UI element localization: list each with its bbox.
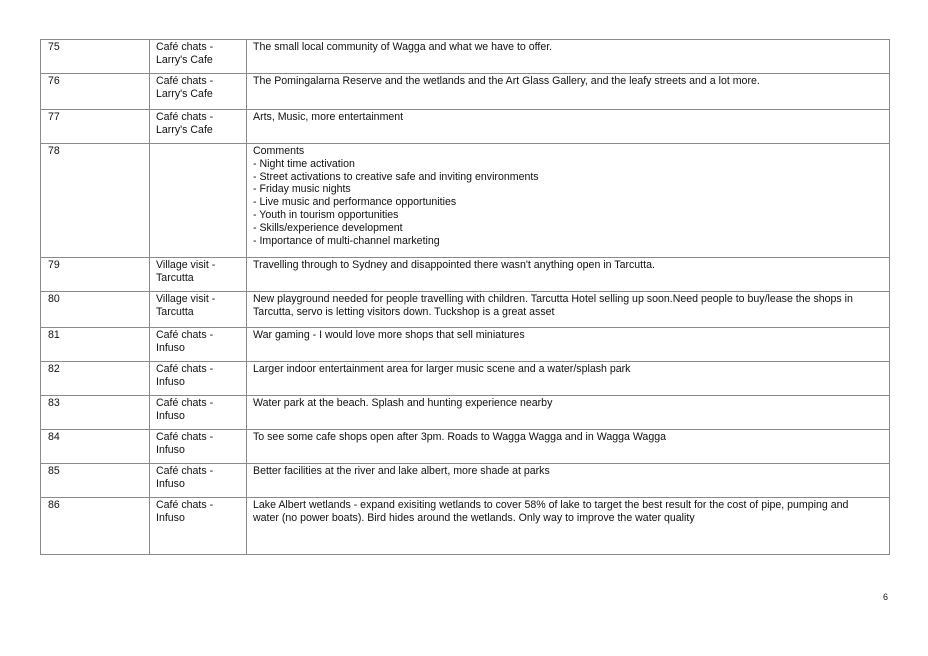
source-cell: Café chats - Infuso bbox=[150, 464, 247, 498]
comment-cell bbox=[247, 40, 890, 74]
source-cell: Café chats - Larry's Cafe bbox=[150, 40, 247, 74]
source-cell: Café chats - Infuso bbox=[150, 362, 247, 396]
row-number-cell: 85 bbox=[41, 464, 150, 498]
comment-cell bbox=[247, 328, 890, 362]
comment-line: - Street activations to creative safe and inviting environments bbox=[253, 170, 539, 183]
comment-line: To see some cafe shops open after 3pm. Roads to Wagga Wagga and in Wagga Wagga bbox=[253, 431, 666, 443]
comment-cell bbox=[247, 464, 890, 498]
comment-cell bbox=[247, 110, 890, 144]
comment-cell bbox=[247, 498, 890, 555]
source-cell: Village visit - Tarcutta bbox=[150, 258, 247, 292]
comment-line: New playground needed for people travelling with children. Tarcutta Hotel selling up soon.Need people to buy/lease the shops in bbox=[253, 293, 853, 305]
table-row bbox=[41, 328, 890, 362]
comment-line: - Youth in tourism opportunities bbox=[253, 208, 399, 221]
comment-line: - Skills/experience development bbox=[253, 221, 403, 234]
comment-cell bbox=[247, 258, 890, 292]
row-number-cell: 86 bbox=[41, 498, 150, 555]
table-row bbox=[41, 258, 890, 292]
comment-line: Larger indoor entertainment area for larger music scene and a water/splash park bbox=[253, 363, 631, 375]
table-row bbox=[41, 362, 890, 396]
comment-line: Tarcutta, servo is letting visitors down. Tuckshop is a great asset bbox=[253, 305, 555, 318]
comment-line: Better facilities at the river and lake albert, more shade at parks bbox=[253, 465, 550, 477]
row-number-cell: 75 bbox=[41, 40, 150, 74]
comment-cell bbox=[247, 74, 890, 110]
comment-line: - Importance of multi-channel marketing bbox=[253, 234, 440, 247]
source-cell: Village visit - Tarcutta bbox=[150, 292, 247, 328]
comment-line: The Pomingalarna Reserve and the wetlands and the Art Glass Gallery, and the leafy streets and a lot more. bbox=[253, 75, 760, 87]
row-number-cell: 80 bbox=[41, 292, 150, 328]
table-row bbox=[41, 396, 890, 430]
comment-cell bbox=[247, 292, 890, 328]
comment-line: The small local community of Wagga and what we have to offer. bbox=[253, 41, 553, 53]
comment-line: - Night time activation bbox=[253, 157, 355, 170]
feedback-table bbox=[40, 39, 890, 555]
row-number-cell: 79 bbox=[41, 258, 150, 292]
table-row bbox=[41, 110, 890, 144]
source-cell: Café chats - Infuso bbox=[150, 430, 247, 464]
row-number-cell: 84 bbox=[41, 430, 150, 464]
source-cell: Café chats - Infuso bbox=[150, 396, 247, 430]
comment-line: Water park at the beach. Splash and hunting experience nearby bbox=[253, 397, 553, 409]
row-number-cell: 77 bbox=[41, 110, 150, 144]
comment-line: water (no power boats). Bird hides around the wetlands. Only way to improve the water quality bbox=[253, 511, 695, 524]
comment-cell bbox=[247, 362, 890, 396]
row-number-cell: 78 bbox=[41, 144, 150, 258]
source-cell bbox=[150, 144, 247, 258]
feedback-table-body bbox=[41, 40, 890, 555]
comment-cell bbox=[247, 144, 890, 258]
source-cell: Café chats - Infuso bbox=[150, 328, 247, 362]
table-row bbox=[41, 292, 890, 328]
table-row bbox=[41, 144, 890, 258]
comment-line: War gaming - I would love more shops that sell miniatures bbox=[253, 329, 525, 341]
table-row bbox=[41, 74, 890, 110]
comment-line: - Friday music nights bbox=[253, 183, 351, 196]
comment-cell bbox=[247, 430, 890, 464]
table-row bbox=[41, 498, 890, 555]
table-row bbox=[41, 40, 890, 74]
comment-line: - Live music and performance opportunities bbox=[253, 196, 457, 209]
page-number: 6 bbox=[883, 592, 889, 602]
comment-line: Comments bbox=[253, 145, 305, 157]
comment-cell bbox=[247, 396, 890, 430]
row-number-cell: 81 bbox=[41, 328, 150, 362]
comment-line: Arts, Music, more entertainment bbox=[253, 111, 404, 123]
source-cell: Café chats - Infuso bbox=[150, 498, 247, 555]
row-number-cell: 82 bbox=[41, 362, 150, 396]
table-row bbox=[41, 430, 890, 464]
comment-line: Travelling through to Sydney and disappointed there wasn't anything open in Tarcutta. bbox=[253, 259, 655, 271]
table-row bbox=[41, 464, 890, 498]
source-cell: Café chats - Larry's Cafe bbox=[150, 74, 247, 110]
comment-line: Lake Albert wetlands - expand exisiting wetlands to cover 58% of lake to target the best result for the cost of pipe, pumping and bbox=[253, 499, 849, 511]
source-cell: Café chats - Larry's Cafe bbox=[150, 110, 247, 144]
row-number-cell: 76 bbox=[41, 74, 150, 110]
row-number-cell: 83 bbox=[41, 396, 150, 430]
